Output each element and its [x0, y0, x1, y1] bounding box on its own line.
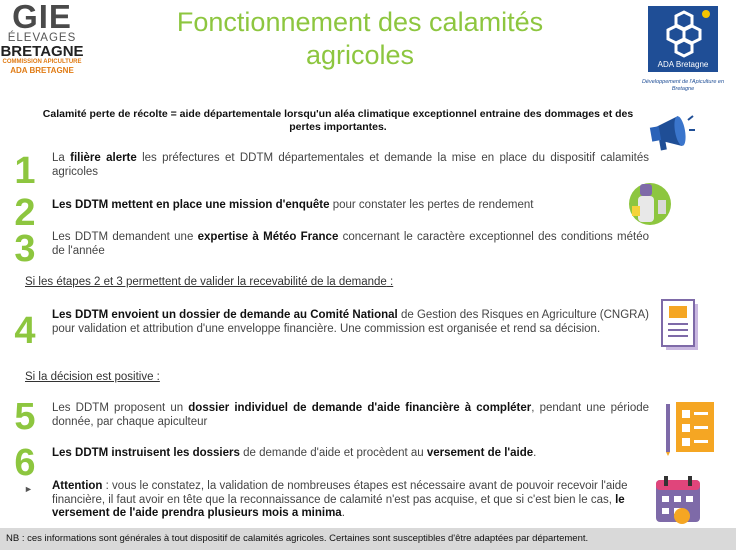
step-4-number: 4 — [14, 310, 36, 352]
honeycomb-icon — [648, 6, 718, 60]
attention-text: Attention : vous le constatez, la validation de nombreuses étapes est nécessaire avant de pouvoir recevoir l'aide financière, il faut avoir en tête que la reconnaissance de calamité n'est pas acquise, et que si c'est bien le cas, le versement de l'aide prendra plusieurs mois a minima. — [52, 480, 628, 519]
step-2-text: Les DDTM mettent en place une mission d'enquête pour constater les pertes de rendement — [52, 199, 534, 211]
checklist-icon — [662, 398, 718, 456]
footnote: NB : ces informations sont générales à tout dispositif de calamités agricoles. Certaines sont susceptibles d'être adaptées par département. — [0, 528, 736, 550]
gie-logo — [0, 2, 84, 75]
step-3-number: 3 — [14, 228, 36, 270]
ada-logo-subtitle: Développement de l'Apiculture en Bretagne — [641, 79, 725, 92]
step-1-number: 1 — [14, 150, 36, 192]
condition-1: Si les étapes 2 et 3 permettent de valider la recevabilité de la demande : — [25, 276, 394, 288]
gie-logo-line1: GIE — [12, 0, 72, 35]
step-4-text: Les DDTM envoient un dossier de demande au Comité National de Gestion des Risques en Agriculture (CNGRA) pour validation et attribution d'une enveloppe financière. Une commission est organisée et rend sa décision. — [52, 309, 649, 335]
gie-logo-line2: ÉLEVAGES — [7, 32, 77, 44]
step-2-number: 2 — [14, 192, 36, 234]
gie-logo-line3: BRETAGNE — [0, 43, 84, 60]
step-6-text: Les DDTM instruisent les dossiers de demande d'aide et procèdent au versement de l'aide. — [52, 447, 537, 459]
inspector-icon — [626, 176, 674, 226]
calendar-icon — [654, 472, 702, 526]
arrow-bullet-icon: ► — [24, 484, 33, 494]
step-3-text: Les DDTM demandent une expertise à Météo France concernant le caractère exceptionnel des conditions météo de l'année — [52, 231, 649, 257]
condition-2: Si la décision est positive : — [25, 371, 160, 383]
step-6-number: 6 — [14, 442, 36, 484]
ada-logo-label: ADA Bretagne — [657, 60, 709, 69]
step-5-text: Les DDTM proposent un dossier individuel de demande d'aide financière à compléter, pendant une période donnée, par chaque apiculteur — [52, 402, 649, 428]
gie-logo-line4: COMMISSION APICULTURE — [2, 59, 82, 65]
megaphone-icon — [648, 110, 696, 156]
step-1-text: La filière alerte les préfectures et DDTM départementales et demande la mise en place du dispositif calamités agricoles — [52, 152, 649, 178]
step-5-number: 5 — [14, 396, 36, 438]
page-title: Fonctionnement des calamités agricoles — [176, 7, 544, 70]
gie-logo-line5: ADA BRETAGNE — [10, 66, 74, 75]
intro-text: Calamité perte de récolte = aide départementale lorsqu'un aléa climatique exceptionnel entraine des dommages et des pertes importantes. — [42, 108, 634, 133]
document-icon — [660, 298, 702, 354]
